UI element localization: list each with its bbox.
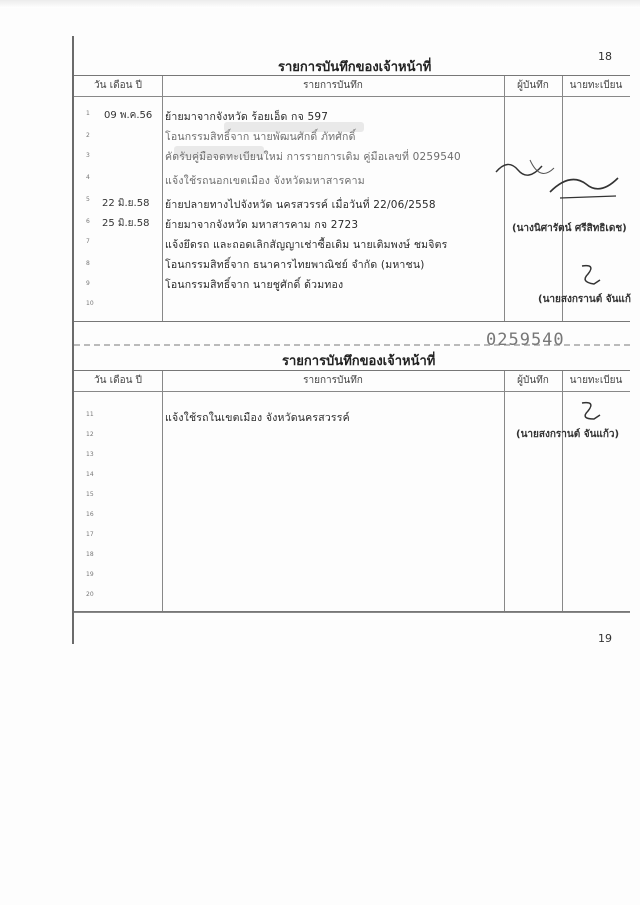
- registrar-name: (นายสงกรานต์ จันแก้: [538, 294, 631, 305]
- row-number: 17: [86, 531, 94, 538]
- row-number: 9: [86, 280, 90, 287]
- section2-table: [74, 370, 630, 612]
- row-number: 20: [86, 591, 94, 598]
- header-recorder: ผู้บันทึก: [517, 80, 549, 91]
- section1-table: [74, 75, 630, 322]
- entry-text: ย้ายปลายทางไปจังหวัด นครสวรรค์ เมื่อวันที่ 22/06/2558: [165, 199, 436, 211]
- row-number: 12: [86, 431, 94, 438]
- entry-text: ย้ายมาจากจังหวัด มหาสารคาม กจ 2723: [165, 219, 359, 231]
- registrar-signature-icon: [574, 397, 604, 425]
- row-number: 14: [86, 471, 94, 478]
- stamp-number: 0259540: [486, 330, 565, 350]
- row-number: 18: [86, 551, 94, 558]
- column-divider: [162, 76, 163, 321]
- column-divider: [504, 371, 505, 611]
- scan-smudge: [174, 146, 264, 158]
- registrar-signature-icon: [574, 260, 604, 290]
- header-registrar: นายทะเบียน: [569, 80, 623, 91]
- header-records: รายการบันทึก: [303, 375, 363, 386]
- row-number: 16: [86, 511, 94, 518]
- entry-text: แจ้งยึดรถ และถอดเลิกสัญญาเช่าซื้อเดิม นายเติมพงษ์ ชมจิตร: [165, 239, 448, 251]
- entry-text: โอนกรรมสิทธิ์จาก นายพัฒนศักดิ์ ภัทศักดิ์: [165, 131, 356, 143]
- header-divider: [74, 391, 630, 392]
- row-number: 3: [86, 152, 90, 159]
- scan-smudge: [224, 122, 364, 132]
- section2-title: รายการบันทึกของเจ้าหน้าที่: [282, 354, 436, 369]
- section1-title: รายการบันทึกของเจ้าหน้าที่: [278, 60, 432, 75]
- row-number: 2: [86, 132, 90, 139]
- column-divider: [562, 371, 563, 611]
- recorder-signature-icon: [490, 152, 630, 208]
- row-number: 19: [86, 571, 94, 578]
- entry-date: 22 มิ.ย.58: [102, 198, 150, 209]
- header-divider: [74, 96, 630, 97]
- row-number: 6: [86, 218, 90, 225]
- column-divider: [162, 371, 163, 611]
- entry-text: แจ้งใช้รถในเขตเมือง จังหวัดนครสวรรค์: [165, 412, 350, 424]
- row-number: 13: [86, 451, 94, 458]
- entry-text: โอนกรรมสิทธิ์จาก ธนาคารไทยพาณิชย์ จำกัด (มหาชน): [165, 259, 425, 271]
- registrar-name: (นายสงกรานต์ จันแก้ว): [516, 429, 620, 440]
- row-number: 10: [86, 300, 94, 307]
- header-date: วัน เดือน ปี: [94, 80, 142, 91]
- bottom-page-number: 19: [598, 632, 612, 645]
- recorder-name: (นางนิศารัตน์ ศรีสิทธิเดช): [512, 223, 627, 234]
- header-recorder: ผู้บันทึก: [517, 375, 549, 386]
- top-page-number: 18: [598, 50, 612, 63]
- row-number: 8: [86, 260, 90, 267]
- entry-date: 25 มิ.ย.58: [102, 218, 150, 229]
- row-number: 5: [86, 196, 90, 203]
- scan-edge: [0, 0, 640, 8]
- row-number: 4: [86, 174, 90, 181]
- entry-date: 09 พ.ค.56: [104, 110, 153, 121]
- header-registrar: นายทะเบียน: [569, 375, 623, 386]
- footer-divider: [74, 612, 630, 613]
- entry-text: คัดรับคู่มือจดทะเบียนใหม่ การรายการเดิม คู่มือเลขที่ 0259540: [165, 151, 461, 163]
- entry-text: แจ้งใช้รถนอกเขตเมือง จังหวัดมหาสารคาม: [165, 175, 365, 187]
- entry-text: โอนกรรมสิทธิ์จาก นายชูศักดิ์ ด้วมทอง: [165, 279, 344, 291]
- header-date: วัน เดือน ปี: [94, 375, 142, 386]
- entry-text: ย้ายมาจากจังหวัด ร้อยเอ็ด กจ 597: [165, 111, 329, 123]
- row-number: 11: [86, 411, 94, 418]
- row-number: 1: [86, 110, 90, 117]
- header-records: รายการบันทึก: [303, 80, 363, 91]
- row-number: 15: [86, 491, 94, 498]
- row-number: 7: [86, 238, 90, 245]
